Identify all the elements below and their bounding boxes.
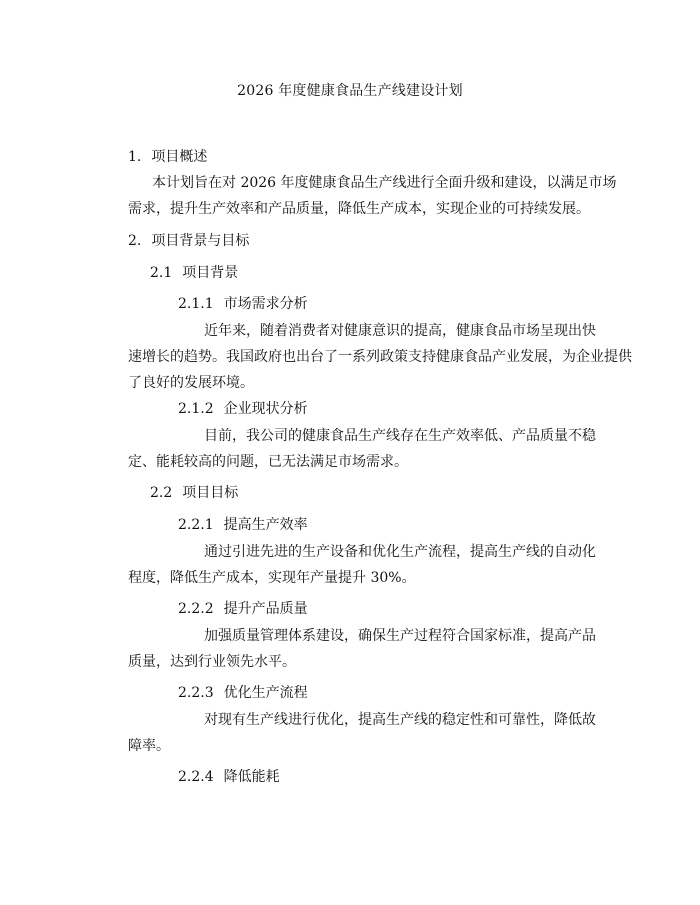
section-number: 2.2 [150, 485, 173, 501]
section-heading-2-2-1 [178, 514, 308, 534]
paragraph-overview [128, 170, 617, 222]
section-heading-text: 市场需求分析 [223, 296, 308, 312]
section-heading-2-1 [150, 262, 238, 282]
section-heading-text: 提升产品质量 [223, 601, 308, 617]
section-heading-text: 项目背景 [182, 265, 239, 281]
paragraph-line: 程度，降低生产成本，实现年产量提升 30%。 [128, 570, 416, 586]
section-heading-text: 项目目标 [182, 485, 239, 501]
paragraph-efficiency [128, 539, 596, 591]
section-heading-text: 提高生产效率 [223, 517, 308, 533]
section-heading-text: 降低能耗 [223, 769, 280, 785]
section-heading-2-2 [150, 482, 238, 502]
paragraph-line: 通过引进先进的生产设备和优化生产流程，提高生产线的自动化 [204, 544, 596, 560]
paragraph-quality [128, 623, 596, 675]
section-number: 2.2.2 [178, 601, 214, 617]
section-number: 2.2.4 [178, 769, 214, 785]
paragraph-line: 速增长的趋势。我国政府也出台了一系列政策支持健康食品产业发展，为企业提供 [128, 349, 632, 365]
section-number: 1. [128, 149, 142, 165]
section-heading-text: 项目概述 [151, 149, 208, 165]
paragraph-market-demand [128, 318, 632, 396]
section-number: 2. [128, 233, 142, 249]
section-heading-2 [128, 230, 249, 250]
paragraph-line: 障率。 [128, 738, 170, 754]
section-number: 2.2.3 [178, 685, 214, 701]
paragraph-line: 定、能耗较高的问题，已无法满足市场需求。 [128, 454, 408, 470]
section-number: 2.2.1 [178, 517, 214, 533]
paragraph-line: 了良好的发展环境。 [128, 375, 254, 391]
section-number: 2.1.1 [178, 296, 214, 312]
section-heading-2-1-1 [178, 293, 308, 313]
section-heading-text: 项目背景与目标 [151, 233, 250, 249]
paragraph-line: 需求，提升生产效率和产品质量，降低生产成本，实现企业的可持续发展。 [128, 201, 590, 217]
paragraph-line: 本计划旨在对 2026 年度健康食品生产线进行全面升级和建设，以满足市场 [152, 175, 617, 191]
section-heading-2-1-2 [178, 398, 308, 418]
section-heading-2-2-2 [178, 598, 308, 618]
paragraph-process [128, 707, 596, 759]
document-title: 2026 年度健康食品生产线建设计划 [237, 83, 463, 99]
paragraph-line: 目前，我公司的健康食品生产线存在生产效率低、产品质量不稳 [204, 428, 596, 444]
paragraph-line: 对现有生产线进行优化，提高生产线的稳定性和可靠性，降低故 [204, 712, 596, 728]
section-heading-2-2-3 [178, 682, 308, 702]
section-heading-1 [128, 146, 207, 166]
paragraph-company-status [128, 423, 596, 475]
section-heading-text: 优化生产流程 [223, 685, 308, 701]
paragraph-line: 质量，达到行业领先水平。 [128, 654, 296, 670]
section-heading-2-2-4 [178, 766, 280, 786]
paragraph-line: 加强质量管理体系建设，确保生产过程符合国家标准，提高产品 [204, 628, 596, 644]
paragraph-line: 近年来，随着消费者对健康意识的提高，健康食品市场呈现出快 [204, 323, 596, 339]
section-number: 2.1.2 [178, 401, 214, 417]
section-heading-text: 企业现状分析 [223, 401, 308, 417]
section-number: 2.1 [150, 265, 173, 281]
